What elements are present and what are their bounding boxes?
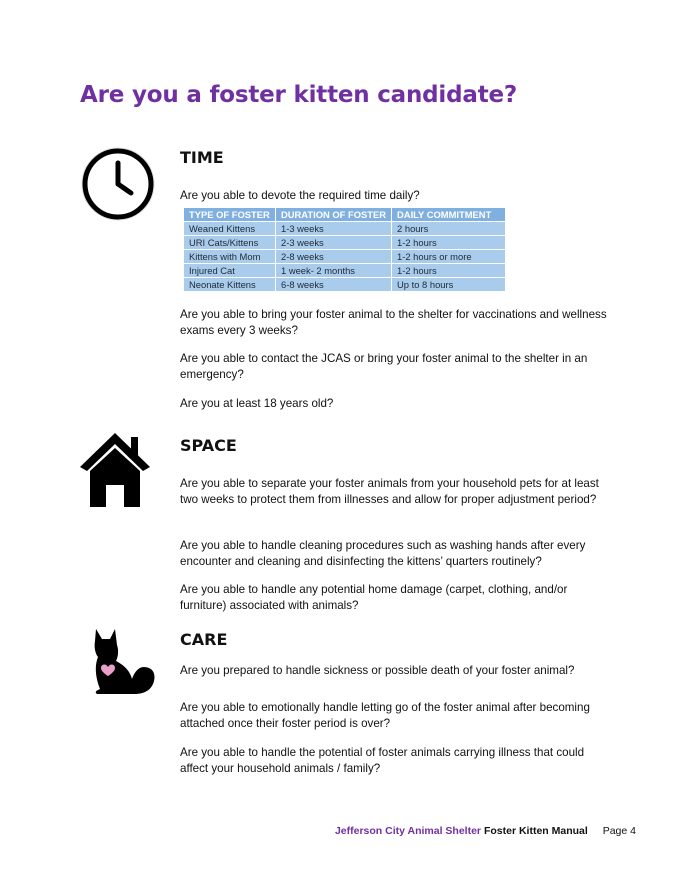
time-paragraph: Are you able to bring your foster animal to the shelter for vaccinations and wellness exams every 3 weeks? xyxy=(180,308,607,337)
time-paragraph: Are you at least 18 years old? xyxy=(180,397,334,410)
section-heading-care: CARE xyxy=(180,630,228,649)
table-header-cell: DAILY COMMITMENT xyxy=(392,208,506,222)
table-cell: URI Cats/Kittens xyxy=(184,236,276,250)
table-header-cell: TYPE OF FOSTER xyxy=(184,208,276,222)
table-header-row xyxy=(184,208,506,222)
footer-org-name: Jefferson City Animal Shelter xyxy=(334,825,482,837)
table-cell: 1 week- 2 months xyxy=(276,264,392,278)
table-cell: 2-3 weeks xyxy=(276,236,392,250)
table-cell: 1-2 hours xyxy=(392,236,506,250)
cat-heart-icon xyxy=(90,627,156,697)
table-cell: Up to 8 hours xyxy=(392,278,506,292)
table-cell: Weaned Kittens xyxy=(184,222,276,236)
time-question: Are you able to devote the required time daily? xyxy=(180,189,420,202)
table-cell: 1-2 hours or more xyxy=(392,250,506,264)
care-paragraph: Are you prepared to handle sickness or possible death of your foster animal? xyxy=(180,664,575,677)
table-header-cell: DURATION OF FOSTER xyxy=(276,208,392,222)
table-cell: Injured Cat xyxy=(184,264,276,278)
care-paragraph: Are you able to emotionally handle letting go of the foster animal after becoming attached once their foster period is over? xyxy=(180,701,590,730)
page-footer xyxy=(335,825,636,837)
section-heading-time: TIME xyxy=(180,148,224,167)
space-paragraph: Are you able to handle cleaning procedures such as washing hands after every encounter and cleaning and disinfecting the kittens’ quarters routinely? xyxy=(180,539,586,568)
time-paragraph: Are you able to contact the JCAS or bring your foster animal to the shelter in an emergency? xyxy=(180,352,588,381)
space-paragraph: Are you able to handle any potential home damage (carpet, clothing, and/or furniture) associated with animals? xyxy=(180,583,568,612)
table-row xyxy=(184,250,506,264)
page-title: Are you a foster kitten candidate? xyxy=(80,82,518,108)
care-paragraph: Are you able to handle the potential of foster animals carrying illness that could affect your household animals / family? xyxy=(180,746,585,775)
table-row xyxy=(184,278,506,292)
foster-commitment-table xyxy=(183,207,506,292)
table-cell: 1-2 hours xyxy=(392,264,506,278)
table-cell: 2-8 weeks xyxy=(276,250,392,264)
table-row xyxy=(184,264,506,278)
table-cell: 2 hours xyxy=(392,222,506,236)
table-cell: 1-3 weeks xyxy=(276,222,392,236)
table-cell: Neonate Kittens xyxy=(184,278,276,292)
section-heading-space: SPACE xyxy=(180,436,237,455)
table-cell: Kittens with Mom xyxy=(184,250,276,264)
clock-icon xyxy=(80,146,156,222)
table-cell: 6-8 weeks xyxy=(276,278,392,292)
table-row xyxy=(184,222,506,236)
table-row xyxy=(184,236,506,250)
space-paragraph: Are you able to separate your foster animals from your household pets for at least two weeks to protect them from illnesses and allow for proper adjustment period? xyxy=(180,477,599,506)
footer-manual-title: Foster Kitten Manual xyxy=(483,825,588,837)
house-icon xyxy=(78,431,152,509)
page-number: Page 4 xyxy=(602,825,636,837)
